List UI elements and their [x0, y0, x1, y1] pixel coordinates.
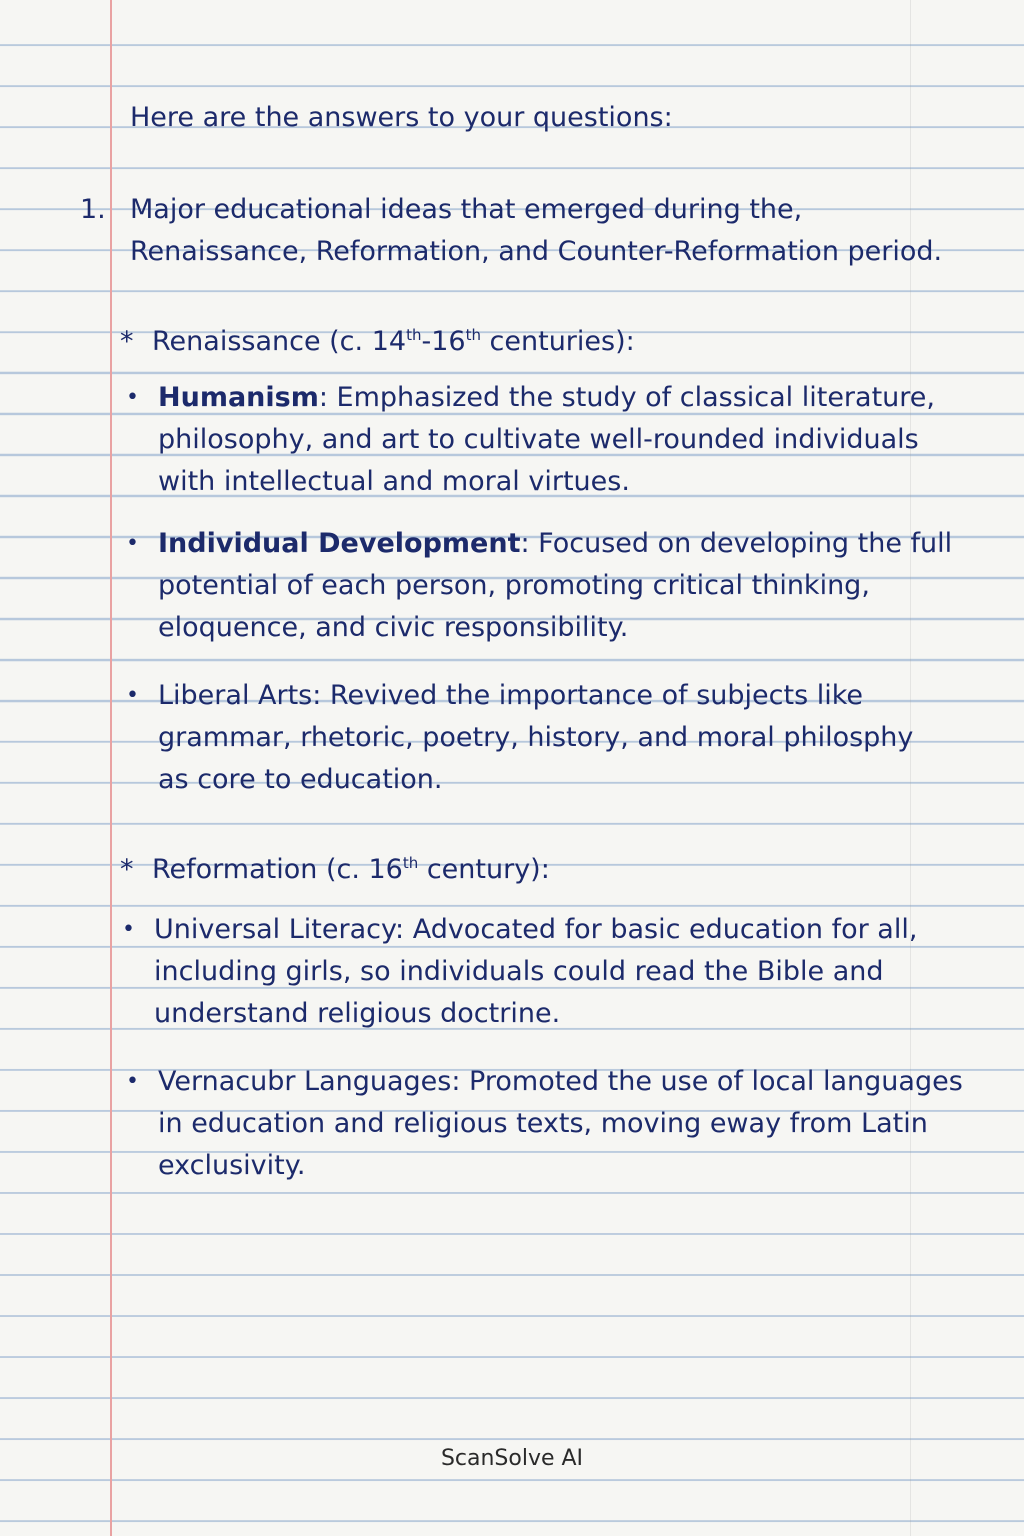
item-term: Vernacubr Languages	[158, 1066, 452, 1097]
item-term: Individual Development	[158, 528, 521, 559]
list-item: Liberal Arts: Revived the importance of subjects like	[158, 680, 864, 711]
item-term: Humanism	[158, 382, 319, 413]
section-marker: *	[120, 854, 134, 885]
list-item-line: grammar, rhetoric, poetry, history, and moral philosphy	[158, 722, 914, 753]
intro-line: Here are the answers to your questions:	[130, 102, 673, 133]
list-item-line: potential of each person, promoting critical thinking,	[158, 570, 870, 601]
list-item-line: with intellectual and moral virtues.	[158, 466, 630, 497]
bullet-dot: •	[126, 531, 139, 556]
list-item-line: philosophy, and art to cultivate well-rounded individuals	[158, 424, 919, 455]
section-heading-reformation: Reformation (c. 16th century):	[152, 854, 550, 885]
list-item-line: as core to education.	[158, 764, 443, 795]
list-item-line: exclusivity.	[158, 1150, 306, 1181]
list-item-line: in education and religious texts, moving eway from Latin	[158, 1108, 928, 1139]
item-term: Liberal Arts	[158, 680, 313, 711]
list-item: Vernacubr Languages: Promoted the use of local languages	[158, 1066, 963, 1097]
question-line: Renaissance, Reformation, and Counter-Reformation period.	[130, 236, 943, 267]
list-item-line: including girls, so individuals could read the Bible and	[154, 956, 884, 987]
list-item: Individual Development: Focused on developing the full	[158, 528, 953, 559]
list-item-line: understand religious doctrine.	[154, 998, 561, 1029]
margin-line	[110, 0, 112, 1536]
page-edge-line	[910, 0, 911, 1536]
section-marker: *	[120, 326, 134, 357]
bullet-dot: •	[126, 385, 139, 410]
footer-brand: ScanSolve AI	[440, 1446, 584, 1471]
question-number: 1.	[80, 194, 106, 225]
item-term: Universal Literacy	[154, 914, 396, 945]
bullet-dot: •	[126, 683, 139, 708]
question-line: Major educational ideas that emerged during the,	[130, 194, 803, 225]
list-item: Humanism: Emphasized the study of classical literature,	[158, 382, 935, 413]
section-heading-renaissance: Renaissance (c. 14th-16th centuries):	[152, 326, 635, 357]
list-item: Universal Literacy: Advocated for basic education for all,	[154, 914, 918, 945]
bullet-dot: •	[126, 1069, 139, 1094]
bullet-dot: •	[122, 917, 135, 942]
list-item-line: eloquence, and civic responsibility.	[158, 612, 629, 643]
